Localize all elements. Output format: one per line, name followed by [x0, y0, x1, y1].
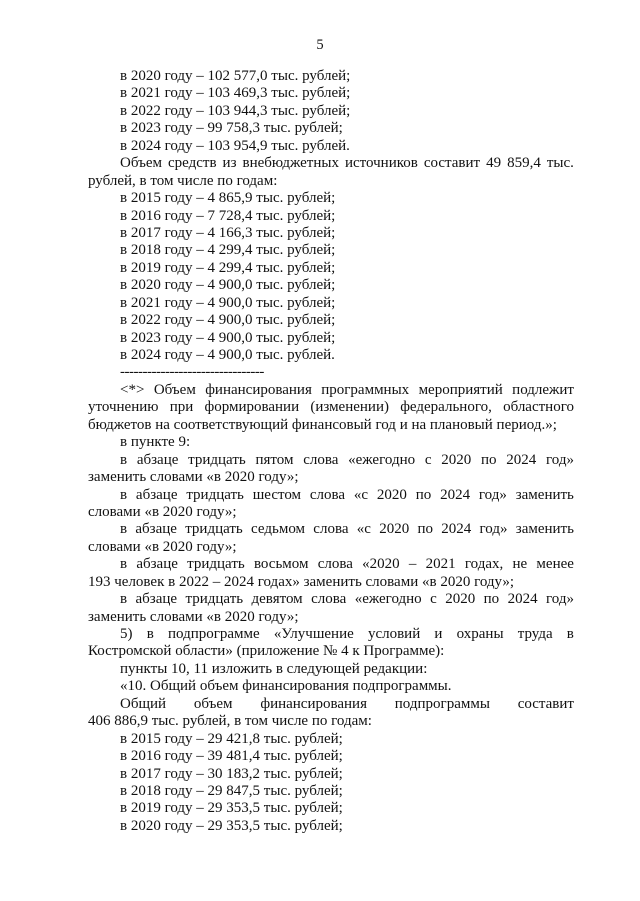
- text-line: в абзаце тридцать девятом слова «ежегодно с 2020 по 2024 год»: [120, 591, 574, 608]
- text-line: в 2015 году – 4 865,9 тыс. рублей;: [120, 190, 336, 207]
- text-line: в 2022 году – 103 944,3 тыс. рублей;: [120, 102, 351, 119]
- text-line: в 2019 году – 4 299,4 тыс. рублей;: [120, 259, 336, 276]
- text-line: 406 886,9 тыс. рублей, в том числе по годам:: [88, 713, 372, 730]
- text-line: пункты 10, 11 изложить в следующей редакции:: [120, 660, 428, 677]
- text-line: в 2021 году – 4 900,0 тыс. рублей;: [120, 294, 336, 311]
- text-line: 5) в подпрограмме «Улучшение условий и охраны труда в: [120, 626, 574, 642]
- text-line: в 2020 году – 4 900,0 тыс. рублей;: [120, 277, 336, 294]
- text-line: в 2018 году – 4 299,4 тыс. рублей;: [120, 242, 336, 259]
- page-number: 5: [316, 37, 324, 53]
- text-line: рублей, в том числе по годам:: [88, 172, 278, 189]
- document-body: [88, 68, 574, 835]
- text-line: заменить словами «в 2020 году»;: [88, 608, 299, 625]
- text-line: в абзаце тридцать восьмом слова «2020 – 2021 годах, не менее: [120, 556, 574, 573]
- text-line: в 2021 году – 103 469,3 тыс. рублей;: [120, 85, 351, 102]
- text-line: Костромской области» (приложение № 4 к Программе):: [88, 643, 445, 660]
- text-line: в 2020 году – 29 353,5 тыс. рублей;: [120, 817, 343, 834]
- text-line: в 2020 году – 102 577,0 тыс. рублей;: [120, 68, 351, 84]
- text-line: в 2022 году – 4 900,0 тыс. рублей;: [120, 312, 336, 329]
- text-line: в 2018 году – 29 847,5 тыс. рублей;: [120, 782, 343, 799]
- text-line: Общий объем финансирования подпрограммы составит: [120, 695, 574, 712]
- text-line: словами «в 2020 году»;: [88, 538, 237, 555]
- text-line: в 2023 году – 4 900,0 тыс. рублей;: [120, 329, 336, 346]
- text-line: уточнению при формировании (изменении) федерального, областного: [88, 399, 574, 416]
- text-line: в абзаце тридцать седьмом слова «с 2020 по 2024 год» заменить: [120, 521, 574, 538]
- text-line: в 2024 году – 4 900,0 тыс. рублей.: [120, 347, 335, 363]
- text-line: в 2015 году – 29 421,8 тыс. рублей;: [120, 730, 343, 747]
- text-line: в 2023 году – 99 758,3 тыс. рублей;: [120, 120, 343, 137]
- text-line: <*> Объем финансирования программных мероприятий подлежит: [120, 381, 574, 398]
- text-line: в 2016 году – 39 481,4 тыс. рублей;: [120, 748, 343, 765]
- text-line: бюджетов на соответствующий финансовый год и на плановый период.»;: [88, 416, 557, 433]
- text-line: заменить словами «в 2020 году»;: [88, 469, 299, 486]
- text-line: в 2017 году – 4 166,3 тыс. рублей;: [120, 224, 336, 241]
- text-line: в 2019 году – 29 353,5 тыс. рублей;: [120, 800, 343, 817]
- text-line: 193 человек в 2022 – 2024 годах» заменить словами «в 2020 году»;: [88, 573, 515, 590]
- text-line: в абзаце тридцать шестом слова «с 2020 по 2024 год» заменить: [120, 486, 574, 503]
- footnote-separator: --------------------------------: [120, 364, 264, 381]
- text-line: в 2024 году – 103 954,9 тыс. рублей.: [120, 137, 350, 154]
- text-line: «10. Общий объем финансирования подпрограммы.: [120, 678, 452, 695]
- text-line: в 2016 году – 7 728,4 тыс. рублей;: [120, 207, 336, 224]
- text-line: в абзаце тридцать пятом слова «ежегодно с 2020 по 2024 год»: [120, 451, 574, 468]
- text-line: в 2017 году – 30 183,2 тыс. рублей;: [120, 765, 343, 782]
- text-line: Объем средств из внебюджетных источников составит 49 859,4 тыс.: [120, 155, 574, 172]
- text-line: словами «в 2020 году»;: [88, 503, 237, 520]
- text-line: в пункте 9:: [120, 434, 191, 451]
